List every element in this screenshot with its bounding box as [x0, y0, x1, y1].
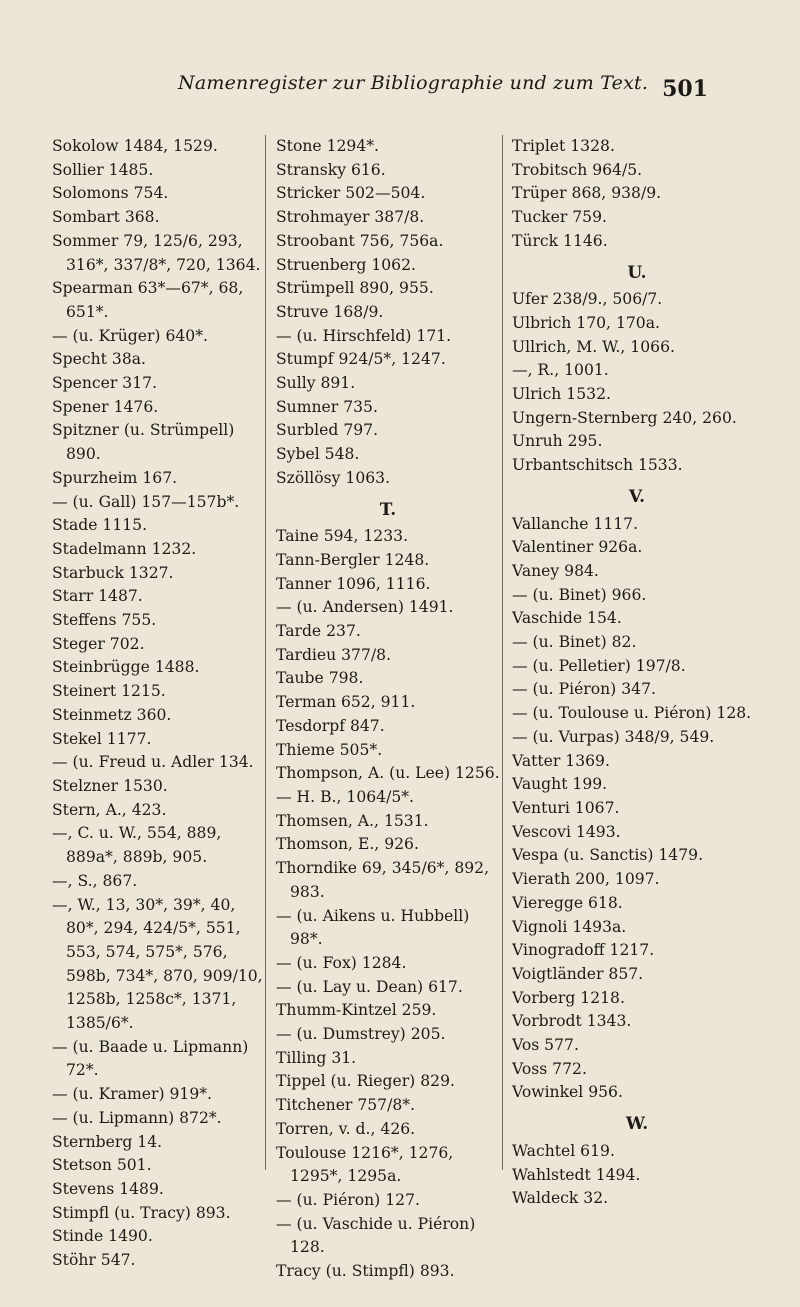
- index-entry: Specht 38a.: [52, 350, 146, 369]
- index-entry: Sternberg 14.: [52, 1132, 163, 1151]
- index-entry: Stade 1115.: [52, 516, 148, 535]
- index-entry: Solomons 754.: [52, 184, 169, 203]
- index-entry: Stevens 1489.: [52, 1179, 164, 1198]
- index-entry: Struenberg 1062.: [276, 255, 416, 274]
- section-letter-w: W.: [625, 1114, 649, 1135]
- index-entry: Trobitsch 964/5.: [512, 160, 643, 179]
- index-entry: Taine 594, 1233.: [276, 527, 409, 546]
- index-entry: Urbantschitsch 1533.: [512, 456, 683, 475]
- index-entry: Vaught 199.: [512, 775, 608, 794]
- index-entry: — (u. Lipmann) 872*.: [52, 1108, 222, 1127]
- index-entry: Taube 798.: [276, 669, 364, 688]
- index-entry: Sumner 735.: [276, 397, 378, 416]
- index-entry: —, R., 1001.: [512, 361, 609, 380]
- index-entry: — (u. Lay u. Dean) 617.: [276, 977, 463, 996]
- index-entry: Stone 1294*.: [276, 137, 380, 155]
- column-divider-2: [502, 135, 503, 1170]
- index-entry: Spencer 317.: [52, 374, 158, 393]
- index-entry: Thomson, E., 926.: [276, 835, 419, 854]
- column-divider-1: [265, 135, 266, 1170]
- index-entry: Wachtel 619.: [512, 1141, 615, 1160]
- index-entry: — (u. Krüger) 640*.: [52, 326, 208, 345]
- index-entry: Stroobant 756, 756a.: [276, 231, 444, 250]
- index-entry: Steinmetz 360.: [52, 705, 172, 724]
- index-entry: Sombart 368.: [52, 208, 160, 227]
- index-entry: Szöllösy 1063.: [276, 468, 391, 487]
- index-entry: Vescovi 1493.: [512, 822, 621, 841]
- index-entry: Sybel 548.: [276, 445, 360, 464]
- index-entry: Vorberg 1218.: [512, 988, 625, 1007]
- index-entry: Thompson, A. (u. Lee) 1256.: [276, 764, 500, 783]
- index-entry: Steffens 755.: [52, 611, 157, 630]
- index-entry: Stadelmann 1232.: [52, 539, 197, 558]
- index-entry: Stumpf 924/5*, 1247.: [276, 350, 446, 369]
- index-entry: Strohmayer 387/8.: [276, 208, 425, 227]
- index-entry: Ufer 238/9., 506/7.: [512, 290, 663, 309]
- index-entry: Valentiner 926a.: [512, 538, 643, 557]
- index-entry: Tanner 1096, 1116.: [276, 574, 431, 593]
- index-column-3: [512, 135, 762, 1211]
- index-entry: Stransky 616.: [276, 160, 386, 179]
- index-entry: Ullrich, M. W., 1066.: [512, 337, 675, 356]
- index-entry: Stinde 1490.: [52, 1227, 153, 1246]
- index-entry: — (u. Gall) 157—157b*.: [52, 492, 240, 511]
- index-entry: — (u. Piéron) 347.: [512, 680, 656, 699]
- index-entry: Vowinkel 956.: [512, 1083, 623, 1102]
- index-entry: Vatter 1369.: [512, 751, 610, 770]
- index-entry: Vorbrodt 1343.: [512, 1012, 632, 1031]
- index-entry: Ulrich 1532.: [512, 385, 611, 404]
- index-entry: Spener 1476.: [52, 397, 159, 416]
- index-entry: — (u. Pelletier) 197/8.: [512, 656, 686, 675]
- index-entry: Vos 577.: [512, 1036, 579, 1055]
- index-entry: Struve 168/9.: [276, 302, 384, 321]
- index-entry: —, C. u. W., 554, 889, 889a*, 889b, 905.: [52, 824, 222, 867]
- index-entry: — (u. Binet) 966.: [512, 585, 647, 604]
- index-entry: Stekel 1177.: [52, 729, 152, 748]
- index-entry: Waldeck 32.: [512, 1189, 609, 1208]
- index-list-s: [276, 135, 500, 491]
- index-entry: Vieregge 618.: [512, 893, 623, 912]
- index-entry: Toulouse 1216*, 1276, 1295*, 1295a.: [276, 1143, 454, 1186]
- index-entry: Voss 772.: [512, 1059, 587, 1078]
- index-entry: Vierath 200, 1097.: [512, 870, 660, 889]
- index-entry: Thumm-Kintzel 259.: [276, 1001, 437, 1020]
- index-entry: Starbuck 1327.: [52, 563, 174, 582]
- index-entry: Thieme 505*.: [276, 740, 383, 759]
- index-entry: Vespa (u. Sanctis) 1479.: [512, 846, 704, 865]
- index-entry: Steinbrügge 1488.: [52, 658, 200, 677]
- index-entry: Tippel (u. Rieger) 829.: [276, 1072, 455, 1091]
- running-head: [0, 68, 800, 108]
- index-column-2: [276, 135, 500, 1284]
- index-entry: Ulbrich 170, 170a.: [512, 313, 660, 332]
- index-entry: — (u. Fox) 1284.: [276, 953, 407, 972]
- index-entry: — H. B., 1064/5*.: [276, 787, 415, 806]
- index-entry: Thomsen, A., 1531.: [276, 811, 429, 830]
- index-entry: Sommer 79, 125/6, 293, 316*, 337/8*, 720, 1364.: [52, 231, 261, 274]
- index-entry: Vallanche 1117.: [512, 514, 639, 533]
- index-entry: — (u. Binet) 82.: [512, 633, 637, 652]
- index-entry: Titchener 757/8*.: [276, 1096, 416, 1115]
- index-entry: Stern, A., 423.: [52, 800, 167, 819]
- index-entry: Starr 1487.: [52, 587, 143, 606]
- index-entry: Tarde 237.: [276, 622, 361, 641]
- index-entry: Steinert 1215.: [52, 682, 166, 701]
- index-entry: Surbled 797.: [276, 421, 379, 440]
- index-entry: Vaney 984.: [512, 561, 599, 580]
- page-number: 501: [662, 76, 708, 102]
- section-letter-u: U.: [627, 262, 647, 283]
- index-entry: Türck 1146.: [512, 231, 608, 250]
- section-letter-v: V.: [628, 486, 646, 507]
- index-entry: Thorndike 69, 345/6*, 892, 983.: [276, 859, 490, 901]
- index-entry: Sokolow 1484, 1529.: [52, 137, 218, 155]
- index-entry: — (u. Hirschfeld) 171.: [276, 326, 452, 345]
- index-entry: Tardieu 377/8.: [276, 645, 392, 664]
- index-entry: Spitzner (u. Strümpell) 890.: [52, 421, 235, 464]
- index-list-t-continued: [512, 135, 762, 254]
- index-entry: Vignoli 1493a.: [512, 917, 627, 936]
- index-entry: — (u. Freud u. Adler 134.: [52, 753, 254, 772]
- index-entry: Stelzner 1530.: [52, 776, 168, 795]
- index-entry: Voigtländer 857.: [512, 964, 644, 983]
- index-entry: Stöhr 547.: [52, 1251, 136, 1270]
- index-entry: Spearman 63*—67*, 68, 651*.: [52, 279, 244, 321]
- index-entry: Terman 652, 911.: [276, 693, 416, 712]
- index-list-u: [512, 288, 762, 478]
- index-entry: Tucker 759.: [512, 208, 607, 227]
- index-entry: Strümpell 890, 955.: [276, 279, 434, 298]
- index-entry: Torren, v. d., 426.: [276, 1119, 416, 1138]
- index-entry: Stricker 502—504.: [276, 184, 426, 203]
- index-list-w: [512, 1140, 762, 1211]
- index-entry: — (u. Vaschide u. Piéron) 128.: [276, 1214, 476, 1257]
- index-entry: Trüper 868, 938/9.: [512, 184, 662, 203]
- index-entry: — (u. Toulouse u. Piéron) 128.: [512, 704, 752, 723]
- index-entry: Vaschide 154.: [512, 609, 622, 628]
- index-entry: Spurzheim 167.: [52, 468, 178, 487]
- index-entry: — (u. Dumstrey) 205.: [276, 1025, 446, 1044]
- index-entry: Sollier 1485.: [52, 160, 154, 179]
- running-head-title: Namenregister zur Bibliographie und zum Text.: [178, 72, 649, 94]
- index-entry: Tann-Bergler 1248.: [276, 550, 430, 569]
- index-entry: — (u. Vurpas) 348/9, 549.: [512, 727, 715, 746]
- index-entry: Tilling 31.: [276, 1048, 357, 1067]
- index-list-v: [512, 513, 762, 1106]
- index-entry: —, S., 867.: [52, 871, 138, 890]
- index-entry: Stetson 501.: [52, 1156, 152, 1175]
- index-entry: — (u. Aikens u. Hubbell) 98*.: [276, 906, 470, 949]
- index-entry: — (u. Kramer) 919*.: [52, 1085, 213, 1104]
- index-entry: Steger 702.: [52, 634, 145, 653]
- index-entry: — (u. Piéron) 127.: [276, 1190, 420, 1209]
- index-list-t: [276, 525, 500, 1284]
- index-entry: Venturi 1067.: [512, 798, 620, 817]
- index-entry: Triplet 1328.: [512, 137, 615, 155]
- index-entry: Vinogradoff 1217.: [512, 941, 655, 960]
- index-column-1: [52, 135, 264, 1273]
- index-entry: Stimpfl (u. Tracy) 893.: [52, 1203, 231, 1222]
- index-entry: — (u. Baade u. Lipmann) 72*.: [52, 1037, 249, 1080]
- index-entry: Unruh 295.: [512, 432, 603, 451]
- index-entry: Sully 891.: [276, 374, 356, 393]
- index-entry: Ungern-Sternberg 240, 260.: [512, 408, 737, 427]
- index-entry: Tesdorpf 847.: [276, 716, 385, 735]
- index-entry: —, W., 13, 30*, 39*, 40, 80*, 294, 424/5*, 551, 553, 574, 575*, 576, 598b, 734*, 870, 909/10, 1258b, 1258c*, 1371, 1385/6*.: [52, 895, 263, 1033]
- index-entry: Wahlstedt 1494.: [512, 1165, 641, 1184]
- index-entry: — (u. Andersen) 1491.: [276, 598, 454, 617]
- index-entry: Tracy (u. Stimpfl) 893.: [276, 1262, 455, 1281]
- section-letter-t: T.: [379, 499, 397, 520]
